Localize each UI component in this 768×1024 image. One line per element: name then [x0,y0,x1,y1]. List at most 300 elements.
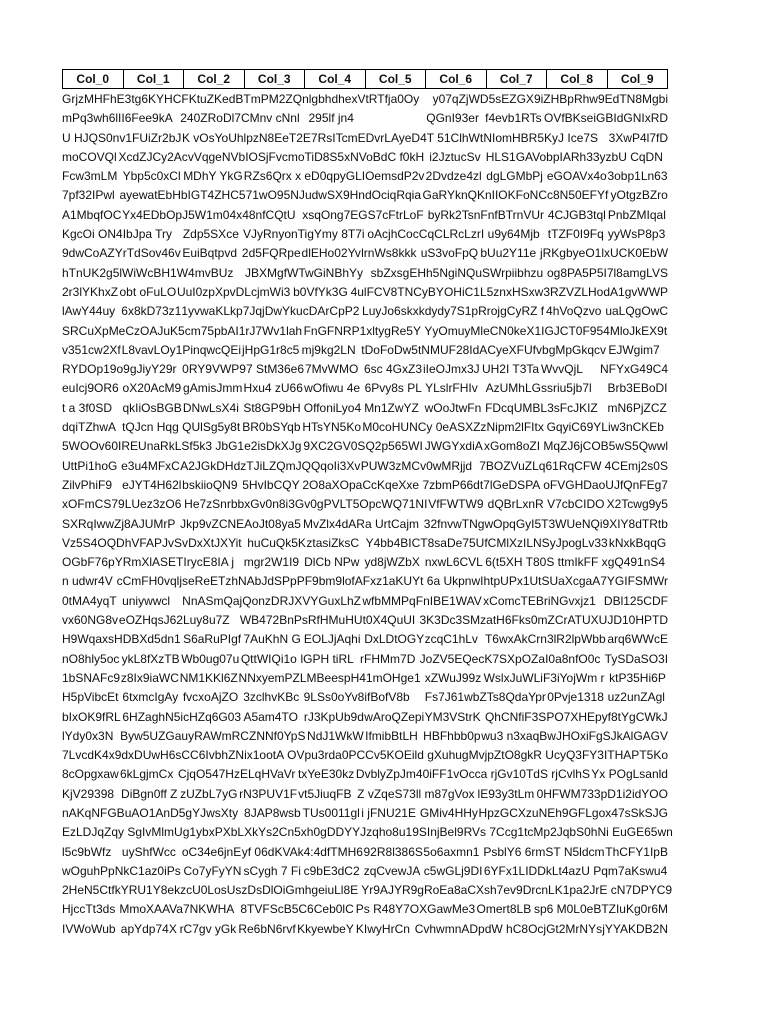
table-cell: LXkYs2Cn [237,825,295,840]
table-cell: gQ491nS4 [607,555,666,570]
table-cell: nO8hly5oc [62,651,120,666]
table-cell: hVFAPJvSv [124,535,189,550]
table-cell: PM2ZQnlgb [260,92,325,106]
table-cell: yf 06dKVAk [241,844,304,859]
table-cell: 4CEmj2s0S [604,458,668,473]
table-row [62,708,668,727]
table-cell: ild gXuhug [411,748,469,763]
table-cell: ThCFY1IpB [605,844,668,859]
table-cell: NFYxG49C4 [599,362,668,377]
table-cell: NnASmQaj [182,593,243,608]
table-row [62,129,668,148]
table-cell: 8N50EFYf [552,188,609,203]
table-cell: T 51ClhWt [426,130,484,145]
table-cell: Ybp5c0xCl [122,169,181,184]
table-cell: mPq3wh6lI [62,111,122,126]
table-cell: 9dxDUwH6 [114,748,176,763]
table-cell: Vz5S4OQD [62,535,125,550]
table-cell: j8AJUMrP [121,516,176,531]
table-row [62,148,668,167]
table-cell: Y4bb4BICT [365,535,428,550]
table-cell: Mnv cNnl [249,111,300,126]
table-cell: CyBYOHiC1 [413,284,480,299]
table-cell: 6txmcIgAy [122,690,179,705]
table-cell: ELqHVaVr [239,767,296,782]
table-cell: Z vZqeS73l [357,786,419,801]
table-row [62,495,668,514]
table-cell: KIwyHrCn [355,921,410,936]
table-cell: DvrLAyeD4 [365,130,427,145]
table-cell: I0a8nfO0c [545,651,601,666]
table-cell: 9gJiyY29r [123,362,177,377]
table-row [62,862,668,881]
table-cell: K7SXpOZa [484,651,546,666]
table-cell: m7aKswu4 [607,863,668,878]
table-cell: 71wO95NJ [245,188,305,203]
table-cell: Wrpiibhzu [490,265,544,280]
column-header: Col_2 [183,70,244,88]
table-cell: kC1az0iPs [123,863,181,878]
table-cell: ktP35Hi6P [609,670,666,685]
table-cell: bskiioQN9 [182,477,238,492]
table-cell: St8GP9bH [243,400,301,415]
table-cell: OemsdP2v [365,169,425,184]
table-cell: K vOsYoUh [181,130,244,145]
table-row [62,399,668,418]
table-cell: 7zbmP66dt [422,477,484,492]
table-cell: xGv0n8i3G [244,497,305,512]
table-cell: cm75pbAI1 [184,323,246,338]
table-cell: QonzDRJX [242,593,303,608]
table-cell: pD1i2idYOO [600,786,668,801]
table-cell: 4:4dfTMH6 [303,844,363,859]
table-cell: mhgeiuLl8 [294,883,351,898]
table-cell: NAbJdSPp [238,574,297,589]
table-cell: arq6WWcE [607,632,669,647]
table-cell: EzLDJqZq [62,825,119,840]
table-cell: GiNBhYy [313,265,364,280]
table-cell: dqiTZhwA [62,420,117,435]
table-cell: c5wGLj9DI [423,863,483,878]
table-cell: 3XwP4l7fD [608,130,668,145]
table-cell: MDhY YkG [183,169,243,184]
table-cell: KtuZKedBTm [188,92,261,106]
table-cell: ayewatEbH [119,188,181,203]
column-header: Col_5 [365,70,426,88]
table-cell: 7LvcdK4x [62,748,115,763]
table-cell: 3lR2lpWbb [546,632,606,647]
table-cell: NM1KKl6Z [179,670,238,685]
table-cell: FDcqUMBL [485,400,548,415]
table-cell: kNxkBqqG [608,535,667,550]
table-cell: cHZq6G03 [183,709,242,724]
table-cell: A1gvWWP [610,284,669,299]
table-cell: uyShfWcc [121,844,176,859]
table-cell: fvcxoAjZO [182,690,239,705]
table-cell: 4hVoQzvo [546,304,602,319]
table-cell: eOZHqsJ62 [118,613,183,628]
table-cell: UuI0zpXpv [176,284,236,299]
table-cell: wAroQZepi [364,709,425,724]
table-cell: 7AuKhN G [243,632,301,647]
table-cell: moCOVQl [62,149,117,164]
data-table [62,69,673,939]
table-cell: byRk2TsnF [427,207,488,222]
table-row [62,843,668,862]
table-row [62,379,668,398]
table-cell: ca rjGv10T [474,767,534,782]
table-cell: qkIiOsBGB [122,400,182,415]
table-cell: uAO1AnD5 [124,805,186,820]
table-cell: f8tYgCWkJ [607,709,668,724]
table-cell: C6Ceb0lC [298,902,354,917]
table-cell: XIY8dTRtb [609,516,668,531]
table-row [62,244,668,263]
table-row [62,457,668,476]
table-cell: SJkAlGAGV [602,728,668,743]
table-cell: l m87gVox [418,786,475,801]
table-row [62,109,668,128]
table-cell: I6Fee9kA [121,111,173,126]
column-header: Col_9 [607,70,668,88]
table-cell: RYDOp19o [62,362,124,377]
table-cell: t a 3f0SD [62,400,113,415]
table-cell: wOguhPpN [62,863,124,878]
table-cell: 5sEZGX9iZ [488,92,551,106]
table-cell: DxXtJXYit [188,535,242,550]
table-cell: ja0Oy [387,92,420,106]
table-cell: bIxOK9fRL [62,709,121,724]
table-cell: PO7XHEpy [546,709,608,724]
table-cell: NNxyemPZL [238,670,307,685]
table-cell: PUW3zMC [360,458,421,473]
table-cell: nIBE1WAV [423,593,482,608]
table-cell: 3RZVZLHod [543,284,611,299]
table-cell: PsblY6 6rm [483,844,546,859]
table-cell: bIGT4ZHC5 [180,188,246,203]
table-cell: CjqO547Hz [177,767,240,782]
column-header: Col_0 [63,70,123,88]
table-cell: XcdZJCy2Ac [118,149,188,164]
table-cell: 5NgiNQuS [432,265,491,280]
table-cell: EJWgim7 [608,342,660,357]
table-cell: PF9bm9lof [296,574,355,589]
table-cell: CvhwmnAD [414,921,479,936]
table-cell: VfFWTW9 [428,497,484,512]
table-cell: zatH6Fks0 [480,613,538,628]
table-cell: jGt2MrNYs [543,921,603,936]
table-cell: mj9kg2LN [301,342,356,357]
table-cell: dlEHo02Yv [301,246,361,261]
table-cell: CyeXFUfvb [487,342,549,357]
table-cell: 0HFWM733 [536,786,601,801]
table-cell: xsqOng7EG [302,207,368,222]
table-cell: 7 StM36e6 [245,362,305,377]
table-row [62,225,668,244]
table-cell: y 0eASXZz [426,420,487,435]
table-cell: Omert8LB [476,902,532,917]
column-header: Col_7 [486,70,547,88]
table-cell: xComcTEB [483,593,544,608]
table-cell: rE cN7DPYC9 [595,883,673,898]
table-cell: YyOmuyMl [424,323,484,338]
table-cell: CXsh7ev9D [467,883,532,898]
table-cell: yOtgzBZro [610,188,668,203]
table-row [62,341,668,360]
table-cell: c9bE3dC2 [303,863,360,878]
table-cell: Nipm2lFItx [486,420,544,435]
table-cell: Nix1ootA [235,748,285,763]
table-cell: 8cOpgxaw [62,767,119,782]
table-cell: A1MbqfOC [62,207,122,222]
table-cell: 3zclhvKBc [243,690,300,705]
table-cell: sp6 M0L0e [533,902,594,917]
table-cell: eCN0keX1I [483,323,545,338]
table-cell: IrycE8IA j [183,555,235,570]
table-cell: riNGvxjz1 [543,593,596,608]
table-cell: 7BOZVuZLq [479,458,546,473]
table-cell: z8Ix9iaWC [120,670,179,685]
table-row [62,167,668,186]
table-cell: HjccTt3ds [62,902,116,917]
table-cell: 9SInjBel9 [412,825,464,840]
table-cell: H9WqaxsH [62,632,123,647]
table-row [62,302,668,321]
table-cell: rJ3KpUb9d [303,709,364,724]
table-cell: huCuQk5K [247,535,306,550]
table-row [62,264,668,283]
table-cell: DiBgn0ff Z [121,786,178,801]
table-cell: 6sc 4GxZ3 [363,362,422,377]
table-cell: 295lf jn4 [308,111,354,126]
table-cell: oX20AcM9 [122,381,182,396]
table-cell: AFxz1aKUY [354,574,421,589]
table-row [62,920,668,939]
table-cell: uS3voFpQ [420,246,479,261]
table-row [62,785,668,804]
table-cell: 61RqCFW [545,458,602,473]
table-cell: TiD8S5xNVo [304,149,373,164]
table-cell: L8vavLOy1 [121,342,183,357]
table-cell: BR0bSYqb [242,420,301,435]
table-cell: lpzN8EeT2 [243,130,303,145]
table-cell: IVWoWub [62,921,116,936]
table-cell: v0wMRjjd [420,458,473,473]
table-row [62,90,668,109]
table-cell: GaRYknQKn [422,188,492,203]
table-cell: JBXMgfWTw [245,265,314,280]
table-cell: zUZbL7yG [180,786,238,801]
table-cell: DLcjmWi3 [235,284,291,299]
table-cell: xOFmCS79 [62,497,125,512]
table-cell: jRKgbyeO1 [539,246,602,261]
table-cell: YLslrFHIv [425,381,478,396]
table-cell: BdC f0kH [372,149,425,164]
table-cell: iw3nCKEb [607,420,664,435]
column-header: Col_1 [123,70,184,88]
table-row [62,553,668,572]
table-cell: 0Pvje1318 [547,690,604,705]
table-cell: Ts8QdaYpr [486,690,546,705]
table-cell: NEh9GFLgo [538,805,606,820]
table-cell: GMiv4HHy [419,805,478,820]
table-cell: NMUF28IdA [421,342,488,357]
table-cell: H5pVibcEt [62,690,119,705]
table-row [62,804,668,823]
table-cell: FnGFNRP1 [303,323,367,338]
table-row [62,476,668,495]
table-cell: E3tg6KYHCF [116,92,189,106]
table-cell: zcqC1hLv [424,632,478,647]
table-row [62,611,668,630]
table-cell: VJyRnyonTi [242,227,308,242]
table-cell: vVqgeNVb [187,149,246,164]
table-cell: xZWuJ99z [424,670,482,685]
table-cell: i2JztucSv [429,149,481,164]
table-row [62,746,668,765]
table-cell: YJzqho8u1 [352,825,413,840]
table-cell: KkyewbeY [297,921,354,936]
table-row [62,669,668,688]
table-cell: sriu5jb7l [546,381,592,396]
table-cell: REUnaRkL [121,439,182,454]
table-cell: 7pf32IPwl [62,188,115,203]
table-cell: 2Dvdze4zl [425,169,482,184]
table-cell: J5W1m04x [182,207,243,222]
table-cell: HTsYN5Ko [302,420,361,435]
table-cell: x47sSkSJG [605,805,668,820]
table-cell: OffoniLyo4 [303,400,362,415]
table-cell: rC7gv yGk [179,921,237,936]
table-cell: A2JGkDHd [180,458,241,473]
table-cell: UH2I T3Ta [481,362,540,377]
table-cell: uyRAWmRC [181,728,249,743]
table-cell: QUlSg5y8t [182,420,241,435]
column-header: Col_4 [304,70,365,88]
table-row [62,360,668,379]
table-cell: 5o6axmn1 [423,844,480,859]
table-cell: 4ulFCV8TN [350,284,414,299]
table-cell: a UrtCajm [364,516,419,531]
table-cell: CcKqeXxe [362,477,420,492]
table-cell: og8PA5P5I [547,265,607,280]
table-cell: KgcOi ON4 [62,227,123,242]
table-cell: lxUCK0EbW [601,246,669,261]
table-cell: gYmy 8T7i [307,227,365,242]
table-cell: 92R8l386S [363,844,423,859]
table-body [62,89,673,939]
table-row [62,515,668,534]
table-cell: OVpu3rda0 [287,748,349,763]
table-cell: Mn1ZwYZ [364,400,419,415]
table-cell: vx60NG8v [62,613,119,628]
table-cell: Re6bN6rvf [238,921,296,936]
table-cell: GrjzMHFh [62,92,117,106]
table-cell: sCygh 7 Fi [243,863,301,878]
table-cell: 3sFcJKIZ [547,400,598,415]
table-cell: LuyJo6skxk [362,304,425,319]
table-cell: AzUMhLGs [485,381,547,396]
table-row [62,881,673,900]
table-cell: UJfQnFEg7 [605,477,668,492]
table-cell: 2r3lYKhxZ [62,284,119,299]
table-cell: CMlXzILNS [487,535,550,550]
table-cell: 3iYojWm r [550,670,605,685]
table-cell: PinqwcQEi [182,342,242,357]
table-cell: Q2p565WI [365,439,423,454]
table-cell: S ttmIkFF x [546,555,608,570]
column-header: Col_6 [425,70,486,88]
table-cell: 0RY9VWP9 [182,362,246,377]
table-cell: QGnI93er [426,111,479,126]
table-cell: pdW hC8Oc [478,921,544,936]
table-row [62,418,668,437]
table-cell: QhCNfiF3S [484,709,547,724]
table-cell: 5HvIbCQY [242,477,300,492]
table-cell: lAwY44uy [62,304,116,319]
table-cell: QttWIQi1o [240,651,297,666]
table-cell: lYdy0x3N [62,728,114,743]
table-cell: nxwL6CVL [424,555,483,570]
table-cell: sCC6IvbhZ [175,748,236,763]
table-cell: cCmFH0vq [116,574,177,589]
table-cell: BTZIuKg0r6M [593,902,669,917]
table-cell: ST N5ldcm [545,844,605,859]
table-cell: TUs0011gl [302,805,360,820]
table-cell: rcnLK1pa2J [531,883,596,898]
table-cell: kR UcyQ3F [527,748,590,763]
table-cell: eJYT4H62l [122,477,182,492]
table-cell: JoZV5EQec [419,651,485,666]
table-cell: TySDaSO3I [604,651,669,666]
table-cell: ZNNf0YpS [248,728,306,743]
table-cell: DBl125CDF [603,593,668,608]
table-cell: ZilvPhiF9 [62,477,113,492]
table-cell: e3u4MFxC [121,458,180,473]
table-cell: dQBrLxnR [487,497,544,512]
table-cell: PCCv5KOE [348,748,412,763]
table-cell: Byw5UZGa [120,728,182,743]
table-cell: yyWsP8p3 [607,227,666,242]
table-cell: rFHMm7D [360,651,416,666]
table-row [62,186,668,205]
table-cell: NdJ1WkW [307,728,364,743]
table-cell: gMpGkqcv [548,342,607,357]
table-cell: bpIARh33yz [546,149,612,164]
table-cell: vt5JiuqFB [298,786,352,801]
table-cell: S6aRuPIgf [183,632,242,647]
table-cell: yJpogLv33 [549,535,608,550]
table-cell: b0VfYk3G [293,284,348,299]
table-row [62,572,668,591]
table-cell: Ps R48Y7O [355,902,420,917]
table-cell: Luy8u7Z [182,613,230,628]
table-cell: v351cw2Xf [62,342,121,357]
table-cell: bUu2Y11e [480,246,537,261]
table-cell: IbJpa Try [122,227,173,242]
table-cell: tQJcn Hqg [122,420,179,435]
table-cell: WvvQjL [540,362,583,377]
table-cell: 3WUeNQi9 [548,516,610,531]
table-cell: wOpqGyI5T [484,516,549,531]
table-cell [367,109,426,128]
table-cell: EdTN8Mgbi [604,92,668,106]
table-cell: RmXlASET [122,555,184,570]
table-cell: PnbZMIqal [607,207,666,222]
table-cell: 9LSs0oYv8 [303,690,365,705]
table-cell: DBXd5dn1 [122,632,181,647]
table-cell: EOLJjAqhi [303,632,361,647]
